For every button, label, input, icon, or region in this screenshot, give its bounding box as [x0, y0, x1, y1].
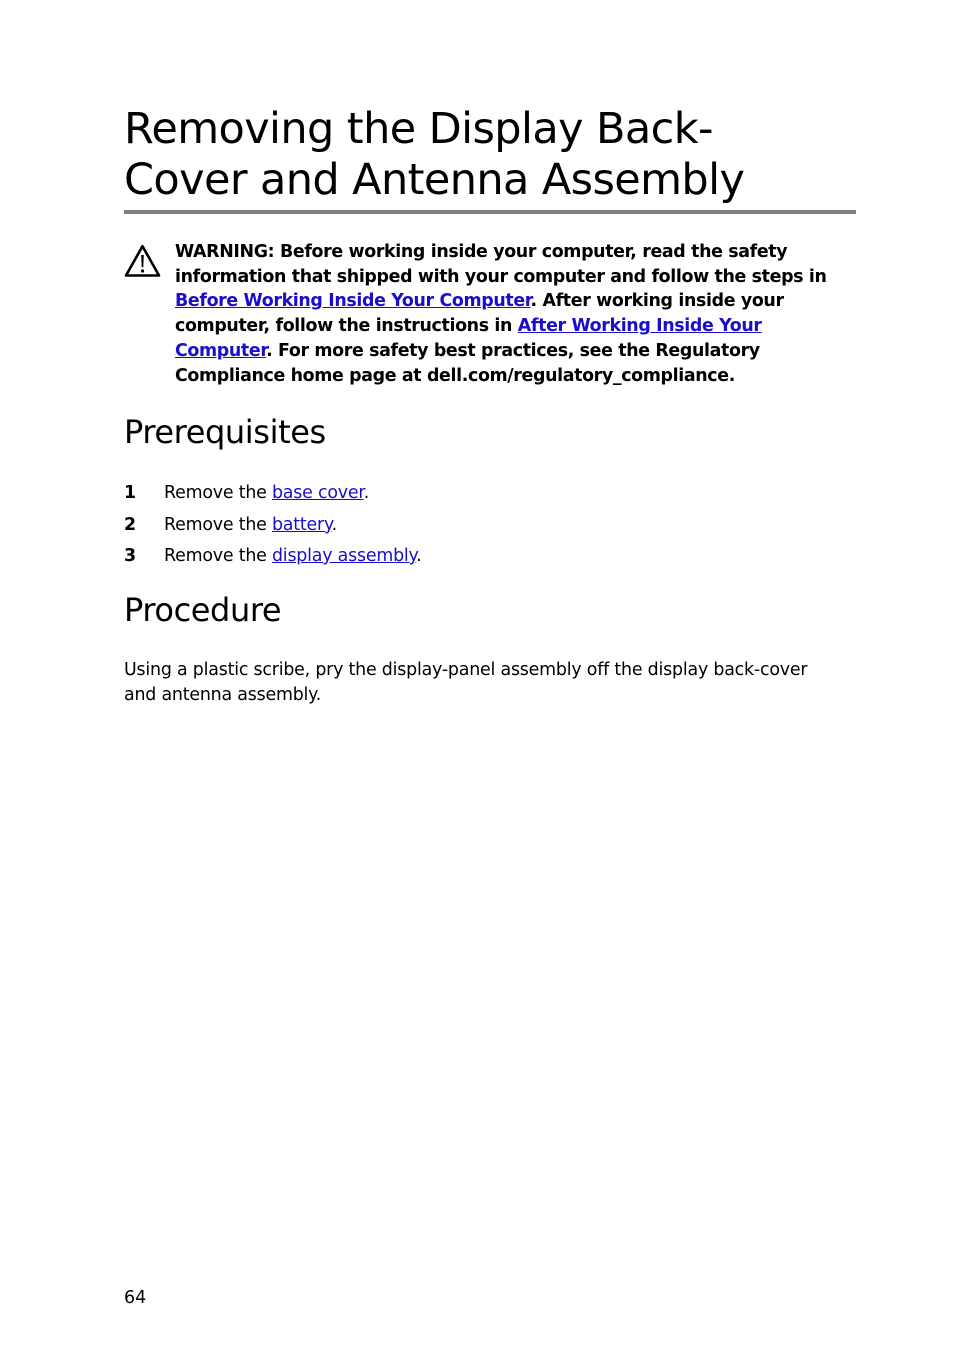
prerequisite-step: [124, 478, 856, 510]
document-page: [124, 0, 856, 1366]
step-number: 2: [124, 514, 136, 535]
page-number: 64: [124, 1288, 147, 1308]
step-suffix: .: [331, 514, 337, 535]
step-suffix: .: [416, 546, 422, 566]
step-suffix: .: [363, 483, 370, 503]
prerequisite-step: [124, 541, 856, 573]
step-number: 3: [124, 546, 136, 566]
warning-text-part-3: . For more safety best practices, see the Regulatory Compliance home page at dell.com/regulatory_compliance.: [175, 340, 760, 386]
step-number: 1: [124, 483, 136, 503]
after-working-inside-link[interactable]: After Working Inside Your Computer: [175, 316, 762, 361]
before-working-inside-link[interactable]: Before Working Inside Your Computer: [175, 291, 531, 312]
warning-text-part-2: . After working inside your computer, follow the instructions in: [175, 291, 784, 337]
step-text: [164, 541, 421, 573]
procedure-heading: Procedure: [124, 591, 282, 629]
step-text: [164, 510, 337, 542]
prerequisites-heading: Prerequisites: [124, 413, 326, 451]
prerequisites-list: [124, 478, 856, 573]
step-prefix: Remove the: [164, 483, 272, 503]
page-title-line-2: Cover and Antenna Assembly: [124, 155, 745, 205]
procedure-paragraph: Using a plastic scribe, pry the display-panel assembly off the display back-cover and antenna assembly.: [124, 660, 808, 705]
prerequisite-step: [124, 510, 856, 542]
warning-triangle-icon: [124, 244, 161, 278]
step-text: [164, 478, 369, 510]
step-prefix: Remove the: [164, 514, 272, 535]
page-title-line-1: Removing the Display Back-: [124, 104, 713, 154]
battery-link[interactable]: battery: [271, 514, 332, 535]
step-prefix: Remove the: [164, 546, 272, 566]
warning-text-part-1: WARNING: Before working inside your computer, read the safety information that shipped with your computer and follow the steps in: [175, 242, 827, 287]
display-assembly-link[interactable]: display assembly: [271, 546, 417, 566]
page-title: [124, 104, 856, 206]
base-cover-link[interactable]: base cover: [271, 483, 364, 503]
warning-text: [175, 240, 856, 388]
title-underline-rule: [124, 210, 856, 214]
